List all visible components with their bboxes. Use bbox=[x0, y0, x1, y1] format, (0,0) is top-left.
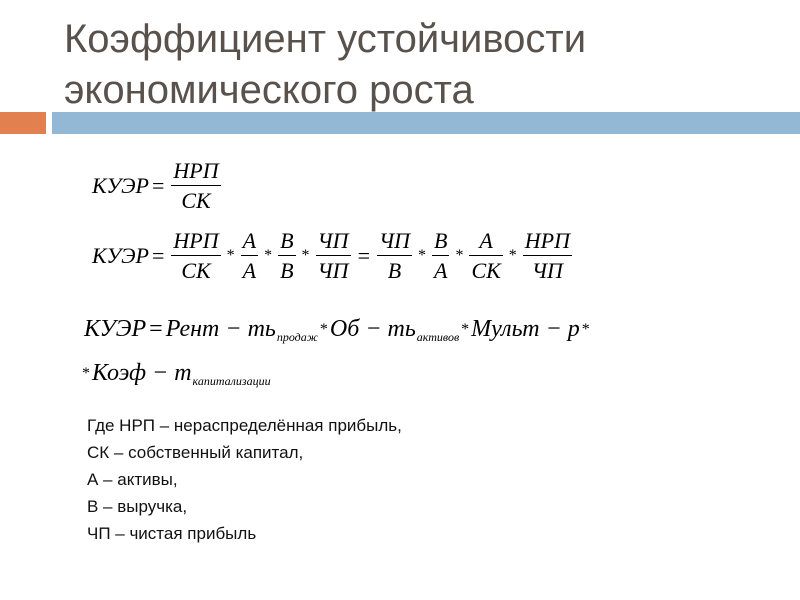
multiply-sign: * bbox=[508, 247, 517, 264]
multiply-sign: * bbox=[226, 247, 235, 264]
formula-3 bbox=[84, 316, 592, 343]
multiply-sign: * bbox=[301, 247, 310, 264]
fraction-denominator: ЧП bbox=[316, 255, 351, 282]
formula-2-fraction-v-v bbox=[278, 230, 295, 282]
formula-2-fraction-nrp-chp bbox=[523, 230, 572, 282]
formula-3-subscript-aktivov: активов bbox=[416, 330, 460, 344]
formula-3-equals: = bbox=[149, 316, 163, 342]
formula-3-subscript-prodazh: продаж bbox=[276, 330, 318, 344]
formula-3-term-oborachivaemost: Об − ть bbox=[329, 316, 416, 342]
fraction-denominator: СК bbox=[171, 255, 220, 282]
fraction-numerator: А bbox=[479, 228, 493, 253]
formula-2 bbox=[92, 230, 576, 282]
formula-4-term-koefficient: Коэф − т bbox=[92, 360, 192, 386]
accent-bar-blue bbox=[52, 112, 800, 134]
definition-sk: СК – собственный капитал, bbox=[87, 443, 304, 462]
multiply-sign: * bbox=[581, 320, 590, 338]
definition-a: А – активы, bbox=[87, 470, 178, 489]
formula-1-denominator: СК bbox=[171, 185, 220, 212]
multiply-sign: * bbox=[418, 247, 427, 264]
multiply-sign: * bbox=[319, 320, 328, 338]
fraction-denominator: В bbox=[377, 255, 412, 282]
fraction-numerator: А bbox=[242, 228, 257, 253]
formula-1 bbox=[92, 160, 225, 212]
formula-1-equals: = bbox=[151, 173, 165, 198]
fraction-numerator: ЧП bbox=[378, 228, 411, 253]
fraction-numerator: НРП bbox=[524, 228, 570, 253]
formula-3-term-rentabelnost: Рент − ть bbox=[165, 316, 276, 342]
formula-4-subscript-kapitalizatsii: капитализации bbox=[192, 374, 271, 388]
fraction-numerator: НРП bbox=[173, 228, 219, 253]
fraction-numerator: В bbox=[434, 228, 448, 253]
formula-2-equals-2: = bbox=[357, 243, 370, 268]
fraction-denominator: А bbox=[432, 255, 449, 282]
fraction-denominator: СК bbox=[469, 255, 502, 282]
accent-bar-orange bbox=[0, 112, 46, 134]
slide-title-line-1: Коэффициент устойчивости bbox=[64, 17, 587, 61]
fraction-numerator: В bbox=[280, 228, 294, 253]
formula-2-fraction-a-sk bbox=[469, 230, 502, 282]
multiply-sign: * bbox=[82, 364, 90, 382]
formula-1-fraction bbox=[171, 160, 220, 212]
definition-v: В – выручка, bbox=[87, 497, 188, 516]
fraction-denominator: В bbox=[278, 255, 295, 282]
multiply-sign: * bbox=[461, 320, 470, 338]
formula-2-fraction-chp-chp bbox=[316, 230, 351, 282]
formula-4 bbox=[80, 360, 271, 387]
formula-2-lhs: КУЭР bbox=[92, 243, 149, 268]
formula-2-fraction-a-a bbox=[241, 230, 258, 282]
slide-title-line-2: экономического роста bbox=[64, 68, 474, 112]
formula-2-fraction-v-a bbox=[432, 230, 449, 282]
slide-title bbox=[64, 14, 784, 116]
definition-nrp: Где НРП – нераспределённая прибыль, bbox=[87, 416, 402, 435]
formula-1-numerator: НРП bbox=[173, 158, 219, 183]
multiply-sign: * bbox=[264, 247, 273, 264]
formula-1-lhs: КУЭР bbox=[92, 173, 149, 198]
fraction-denominator: ЧП bbox=[523, 255, 572, 282]
formula-2-equals-1: = bbox=[151, 243, 165, 268]
fraction-numerator: ЧП bbox=[317, 228, 349, 253]
formula-3-term-multiplikator: Мульт − р bbox=[471, 316, 580, 342]
definitions-list bbox=[87, 412, 402, 547]
formula-3-lhs: КУЭР bbox=[84, 316, 147, 342]
definition-chp: ЧП – чистая прибыль bbox=[87, 524, 257, 543]
multiply-sign: * bbox=[455, 247, 464, 264]
formula-2-fraction-nrp-sk bbox=[171, 230, 220, 282]
formula-2-fraction-chp-v bbox=[377, 230, 412, 282]
fraction-denominator: А bbox=[241, 255, 258, 282]
